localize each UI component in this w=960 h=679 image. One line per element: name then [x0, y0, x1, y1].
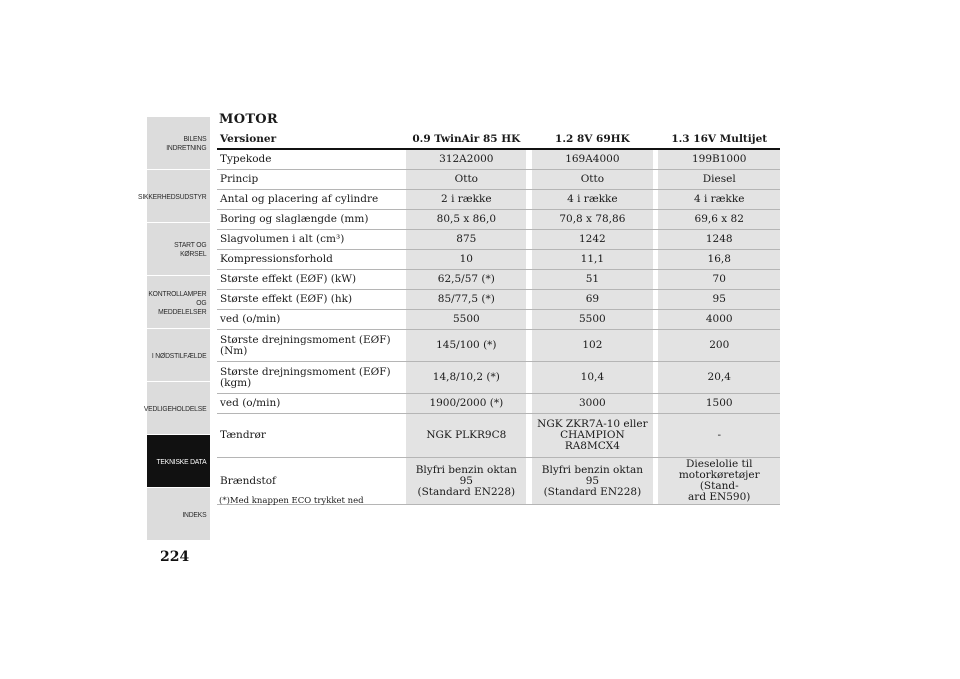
table-cell: 199B1000: [658, 149, 780, 170]
row-label: Kompressionsforhold: [217, 250, 400, 270]
section-title: MOTOR: [219, 112, 279, 127]
table-row: [217, 414, 780, 458]
table-cell: Blyfri benzin oktan 95 (Standard EN228): [406, 458, 526, 505]
table-row: [217, 310, 780, 330]
table-row: [217, 330, 780, 362]
table-cell: 69,6 x 82: [658, 210, 780, 230]
table-cell: 4 i række: [658, 190, 780, 210]
chapter-tab-label: VEDLIGEHOLDELSE: [143, 403, 207, 413]
table-cell: 11,1: [532, 250, 652, 270]
table-cell: -: [658, 414, 780, 458]
table-cell: Otto: [406, 170, 526, 190]
chapter-tab-label: START OG KØRSEL: [174, 240, 207, 258]
row-label: Største drejningsmoment (EØF) (kgm): [217, 362, 400, 394]
row-label: Tændrør: [217, 414, 400, 458]
table-cell: 5500: [532, 310, 652, 330]
page-number: 224: [160, 549, 190, 565]
table-cell: 5500: [406, 310, 526, 330]
table-cell: 1500: [658, 394, 780, 414]
table-cell: 145/100 (*): [406, 330, 526, 362]
table-cell: NGK PLKR9C8: [406, 414, 526, 458]
chapter-tab-label: TEKNISKE DATA: [156, 456, 207, 466]
table-cell: 10: [406, 250, 526, 270]
table-cell: 4 i række: [532, 190, 652, 210]
table-cell: 2 i række: [406, 190, 526, 210]
table-cell: 70: [658, 270, 780, 290]
table-cell: 3000: [532, 394, 652, 414]
table-cell: 69: [532, 290, 652, 310]
table-cell: 85/77,5 (*): [406, 290, 526, 310]
chapter-tab-label: INDEKS: [182, 509, 207, 519]
row-label: Typekode: [217, 149, 400, 170]
row-label: Princip: [217, 170, 400, 190]
row-label: Brændstof: [217, 458, 400, 505]
table-cell: 1242: [532, 230, 652, 250]
chapter-tab-label: BILENS INDRETNING: [166, 134, 207, 152]
table-cell: 62,5/57 (*): [406, 270, 526, 290]
table-cell: Blyfri benzin oktan 95 (Standard EN228): [532, 458, 652, 505]
table-cell: 312A2000: [406, 149, 526, 170]
column-header: 0.9 TwinAir 85 HK: [406, 129, 526, 149]
table-cell: 200: [658, 330, 780, 362]
table-row: [217, 290, 780, 310]
table-cell: 169A4000: [532, 149, 652, 170]
chapter-tab[interactable]: [147, 435, 210, 487]
table-cell: 875: [406, 230, 526, 250]
table-cell: NGK ZKR7A-10 eller CHAMPION RA8MCX4: [532, 414, 652, 458]
table-cell: 80,5 x 86,0: [406, 210, 526, 230]
chapter-tab-label: I NØDSTILFÆLDE: [151, 350, 207, 360]
row-label: ved (o/min): [217, 310, 400, 330]
table-row: [217, 170, 780, 190]
table-row: [217, 250, 780, 270]
row-label: ved (o/min): [217, 394, 400, 414]
table-cell: Otto: [532, 170, 652, 190]
row-label: Største drejningsmoment (EØF) (Nm): [217, 330, 400, 362]
table-cell: 102: [532, 330, 652, 362]
column-header: Versioner: [217, 129, 400, 149]
table-cell: 1900/2000 (*): [406, 394, 526, 414]
table-row: [217, 362, 780, 394]
table-cell: 70,8 x 78,86: [532, 210, 652, 230]
chapter-tab-label: KONTROLLAMPER OG MEDDELELSER: [148, 288, 207, 316]
chapter-tab[interactable]: [147, 223, 210, 275]
table-cell: 14,8/10,2 (*): [406, 362, 526, 394]
chapter-tab-label: SIKKERHEDSUDSTYR: [138, 191, 207, 201]
table-cell: 10,4: [532, 362, 652, 394]
engine-spec-table: [217, 129, 780, 505]
row-label: Største effekt (EØF) (hk): [217, 290, 400, 310]
table-cell: 16,8: [658, 250, 780, 270]
chapter-tab[interactable]: [147, 276, 210, 328]
table-cell: Diesel: [658, 170, 780, 190]
row-label: Antal og placering af cylindre: [217, 190, 400, 210]
table-row: [217, 190, 780, 210]
chapter-tab[interactable]: [138, 170, 210, 222]
table-cell: 95: [658, 290, 780, 310]
column-header: 1.3 16V Multijet: [658, 129, 780, 149]
table-row: [217, 270, 780, 290]
table-cell: 51: [532, 270, 652, 290]
row-label: Slagvolumen i alt (cm³): [217, 230, 400, 250]
table-row: [217, 210, 780, 230]
row-label: Største effekt (EØF) (kW): [217, 270, 400, 290]
table-cell: 20,4: [658, 362, 780, 394]
table-row: [217, 394, 780, 414]
table-cell: 1248: [658, 230, 780, 250]
chapter-tab[interactable]: [147, 329, 210, 381]
row-label: Boring og slaglængde (mm): [217, 210, 400, 230]
table-header-row: [217, 129, 780, 149]
table-cell: Dieselolie til motorkøretøjer (Stand- ard EN590): [658, 458, 780, 505]
table-row: [217, 230, 780, 250]
column-header: 1.2 8V 69HK: [532, 129, 652, 149]
table-row: [217, 149, 780, 170]
chapter-tab[interactable]: [143, 382, 210, 434]
chapter-tab[interactable]: [147, 488, 210, 540]
footnote: (*)Med knappen ECO trykket ned: [219, 496, 364, 506]
table-cell: 4000: [658, 310, 780, 330]
chapter-tab[interactable]: [147, 117, 210, 169]
